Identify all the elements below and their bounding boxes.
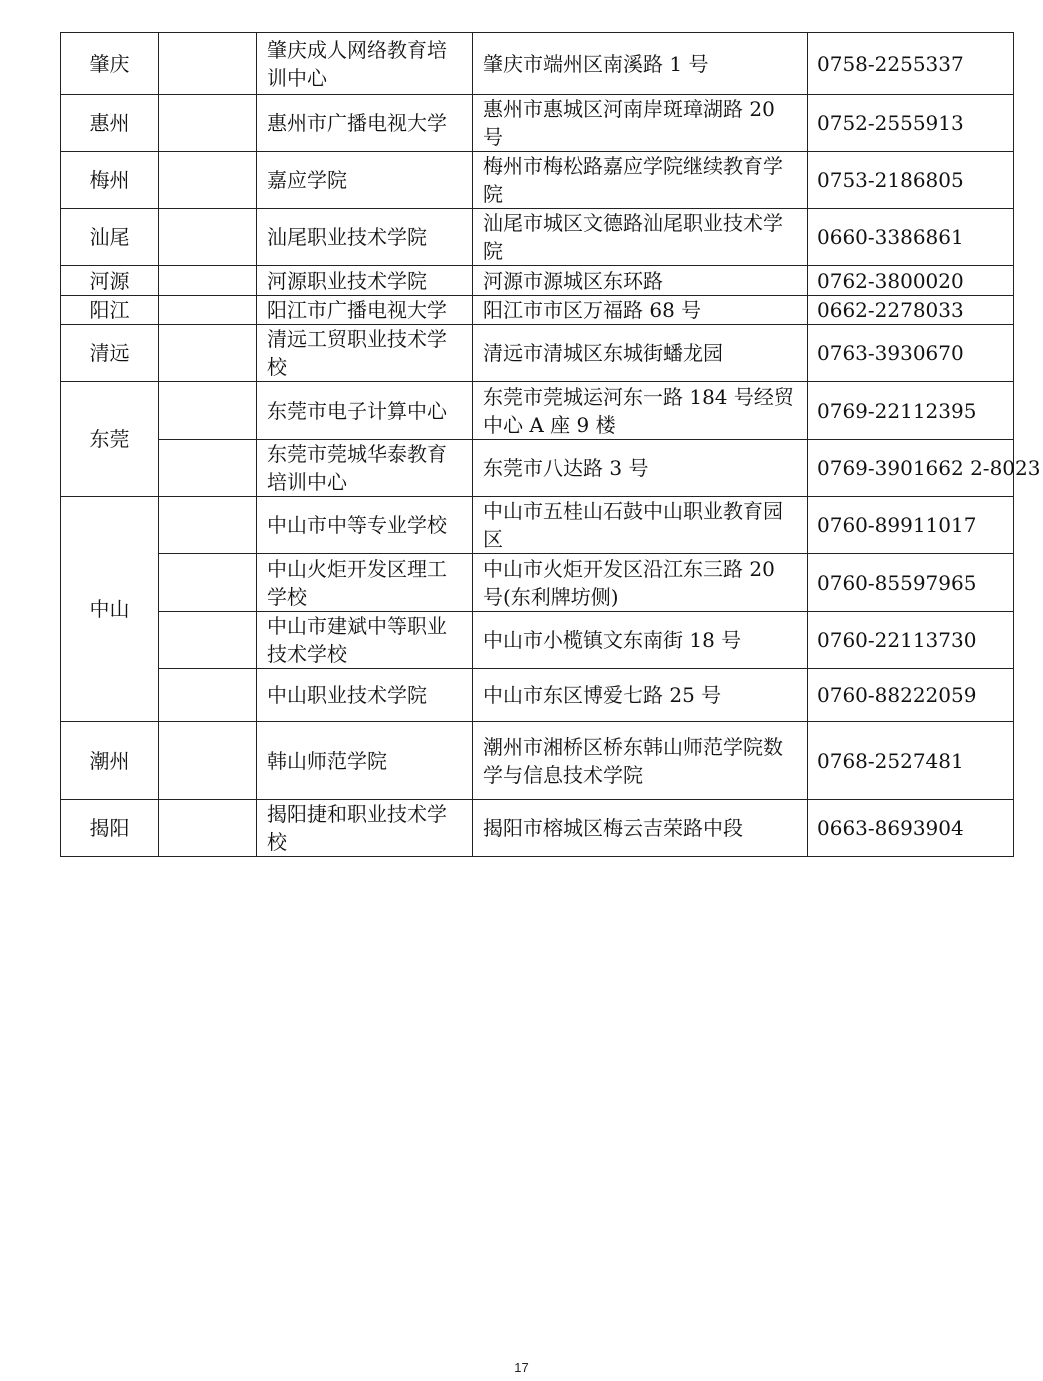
institution-cell: 清远工贸职业技术学校 [257,325,473,382]
institution-cell: 肇庆成人网络教育培训中心 [257,33,473,95]
address-cell: 东莞市莞城运河东一路 184 号经贸中心 A 座 9 楼 [473,382,808,440]
address-cell: 中山市东区博爱七路 25 号 [473,669,808,722]
city-cell: 揭阳 [61,800,159,857]
table-row [61,800,1014,857]
city-cell: 清远 [61,325,159,382]
phone-cell: 0769-3901662 2-8023 [808,440,1014,497]
table-row [61,33,1014,95]
institution-cell: 东莞市电子计算中心 [257,382,473,440]
address-cell: 中山市五桂山石鼓中山职业教育园区 [473,497,808,554]
city-cell: 潮州 [61,722,159,800]
city-cell: 梅州 [61,152,159,209]
empty-cell [159,669,257,722]
table-row [61,325,1014,382]
table-row [61,266,1014,296]
city-cell: 阳江 [61,296,159,325]
empty-cell [159,325,257,382]
city-cell: 肇庆 [61,33,159,95]
page-number: 17 [514,1360,529,1375]
institution-cell: 揭阳捷和职业技术学校 [257,800,473,857]
table-row [61,722,1014,800]
address-cell: 阳江市市区万福路 68 号 [473,296,808,325]
institution-table-body [61,33,1041,857]
address-cell: 潮州市湘桥区桥东韩山师范学院数学与信息技术学院 [473,722,808,800]
empty-cell [159,497,257,554]
institution-cell: 河源职业技术学院 [257,266,473,296]
city-cell: 汕尾 [61,209,159,266]
phone-cell: 0753-2186805 [808,152,1014,209]
phone-cell: 0760-85597965 [808,554,1014,612]
table-row [61,296,1014,325]
institution-cell: 阳江市广播电视大学 [257,296,473,325]
institution-cell: 东莞市莞城华泰教育培训中心 [257,440,473,497]
address-cell: 梅州市梅松路嘉应学院继续教育学院 [473,152,808,209]
empty-cell [159,209,257,266]
empty-cell [159,266,257,296]
address-cell: 东莞市八达路 3 号 [473,440,808,497]
phone-cell: 0760-89911017 [808,497,1014,554]
institution-table [60,32,1041,857]
phone-cell: 0760-22113730 [808,612,1014,669]
phone-cell: 0760-88222059 [808,669,1014,722]
city-cell: 中山 [61,497,159,722]
empty-cell [159,296,257,325]
phone-cell: 0663-8693904 [808,800,1014,857]
institution-cell: 中山市建斌中等职业技术学校 [257,612,473,669]
table-row [61,554,1014,612]
empty-cell [159,152,257,209]
institution-cell: 中山职业技术学院 [257,669,473,722]
table-row [61,669,1014,722]
empty-cell [159,33,257,95]
phone-cell: 0660-3386861 [808,209,1014,266]
phone-cell: 0768-2527481 [808,722,1014,800]
table-row [61,497,1014,554]
phone-cell: 0762-3800020 [808,266,1014,296]
institution-cell: 中山市中等专业学校 [257,497,473,554]
empty-cell [159,612,257,669]
phone-cell: 0758-2255337 [808,33,1014,95]
empty-cell [159,722,257,800]
phone-cell: 0662-2278033 [808,296,1014,325]
address-cell: 中山市小榄镇文东南街 18 号 [473,612,808,669]
table-row [61,95,1014,152]
institution-cell: 韩山师范学院 [257,722,473,800]
city-cell: 河源 [61,266,159,296]
city-cell: 惠州 [61,95,159,152]
empty-cell [159,554,257,612]
table-row [61,382,1014,440]
address-cell: 惠州市惠城区河南岸斑璋湖路 20 号 [473,95,808,152]
table-row [61,152,1014,209]
address-cell: 河源市源城区东环路 [473,266,808,296]
address-cell: 肇庆市端州区南溪路 1 号 [473,33,808,95]
phone-cell: 0763-3930670 [808,325,1014,382]
empty-cell [159,95,257,152]
institution-cell: 中山火炬开发区理工学校 [257,554,473,612]
institution-cell: 汕尾职业技术学院 [257,209,473,266]
city-cell: 东莞 [61,382,159,497]
empty-cell [159,440,257,497]
address-cell: 汕尾市城区文德路汕尾职业技术学院 [473,209,808,266]
institution-cell: 惠州市广播电视大学 [257,95,473,152]
table-row [61,440,1014,497]
address-cell: 揭阳市榕城区梅云吉荣路中段 [473,800,808,857]
empty-cell [159,800,257,857]
address-cell: 清远市清城区东城街蟠龙园 [473,325,808,382]
phone-cell: 0752-2555913 [808,95,1014,152]
table-row [61,209,1014,266]
empty-cell [159,382,257,440]
phone-cell: 0769-22112395 [808,382,1014,440]
address-cell: 中山市火炬开发区沿江东三路 20 号(东利牌坊侧) [473,554,808,612]
institution-cell: 嘉应学院 [257,152,473,209]
table-row [61,612,1014,669]
